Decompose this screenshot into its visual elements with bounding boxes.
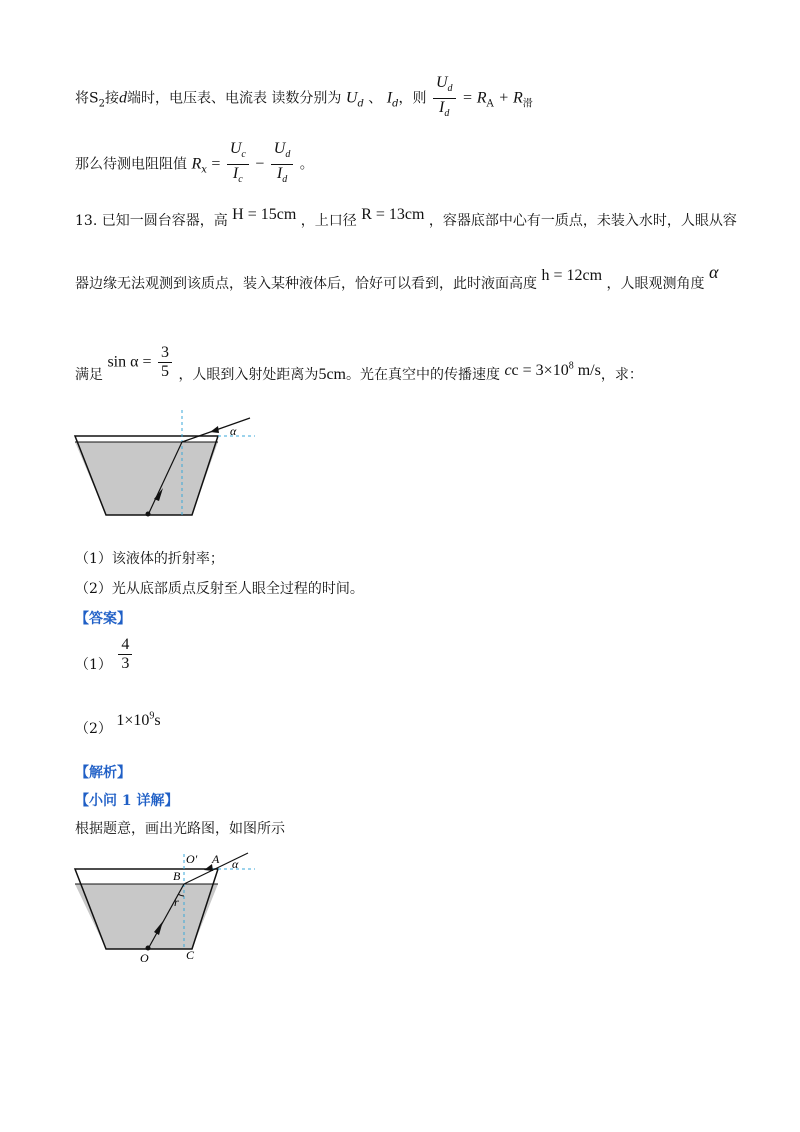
liquid-fill bbox=[75, 442, 218, 515]
liquid-fill-2 bbox=[75, 884, 218, 949]
answer-tag: 【答案】 bbox=[75, 611, 131, 627]
line-2: 那么待测电阻阻值 $R_x$ = $\frac{U_c}{I_c}$ − $\frac{U_d}{I_d}$ 。 bbox=[75, 140, 314, 189]
label-A: A bbox=[212, 852, 220, 866]
question-1: （1）该液体的折射率； bbox=[75, 551, 224, 567]
arrow-head-1 bbox=[210, 426, 219, 433]
label-r: r bbox=[174, 895, 179, 909]
label-C: C bbox=[186, 948, 195, 962]
label-O: O bbox=[140, 951, 149, 965]
alpha-label: α bbox=[230, 424, 237, 438]
particle-dot bbox=[146, 512, 151, 517]
label-O-prime: O' bbox=[186, 852, 198, 866]
figure-1-diagram bbox=[70, 408, 270, 526]
fraction-Ud-Id-2: $\frac{U_d}{I_d}$ bbox=[271, 140, 294, 189]
question-2: （2）光从底部质点反射至人眼全过程的时间。 bbox=[75, 581, 364, 597]
analysis-tag: 【解析】 bbox=[75, 765, 131, 781]
subquestion-tag: 【小问 1 详解】 bbox=[75, 793, 179, 809]
answer-2: （2） $1\times 10^9s$ bbox=[75, 710, 161, 737]
problem-line-2: 器边缘无法观测到该质点，装入某种液体后，恰好可以看到，此时液面高度 h = 12cm ，人眼观测角度 α bbox=[75, 262, 719, 292]
fraction-4-3: $\frac{4}{3}$ bbox=[118, 636, 132, 673]
label-alpha: α bbox=[232, 857, 239, 871]
problem-line-1: 13. 已知一圆台容器，高 H = 15cm ，上口径 R = 13cm ，容器底部中心有一质点，未装入水时，人眼从容 bbox=[75, 206, 737, 229]
fraction-Uc-Ic: $\frac{U_c}{I_c}$ bbox=[227, 140, 249, 189]
particle-dot-2 bbox=[146, 946, 151, 951]
figure-2-diagram bbox=[70, 848, 270, 968]
fraction-Ud-Id: $\frac{U_d}{I_d}$ bbox=[433, 74, 456, 123]
analysis-text: 根据题意，画出光路图，如图所示 bbox=[75, 821, 285, 837]
answer-1: （1） $\frac{4}{3}$ bbox=[75, 636, 134, 673]
fraction-sin-alpha: $\frac{3}{5}$ bbox=[158, 344, 172, 381]
problem-line-3: 满足 sin α = $\frac{3}{5}$ ，人眼到入射处距离为5cm。光在真空中的传播速度 cc = $3\times 10^8$ m/s，求： bbox=[75, 344, 643, 383]
label-B: B bbox=[173, 869, 181, 883]
line-1: 将$S_2$接d端时，电压表、电流表 读数分别为 $U_d$ 、 $I_d$，则 $\frac{U_d}{I_d}$ = $R_A + R_滑$ bbox=[75, 74, 533, 123]
